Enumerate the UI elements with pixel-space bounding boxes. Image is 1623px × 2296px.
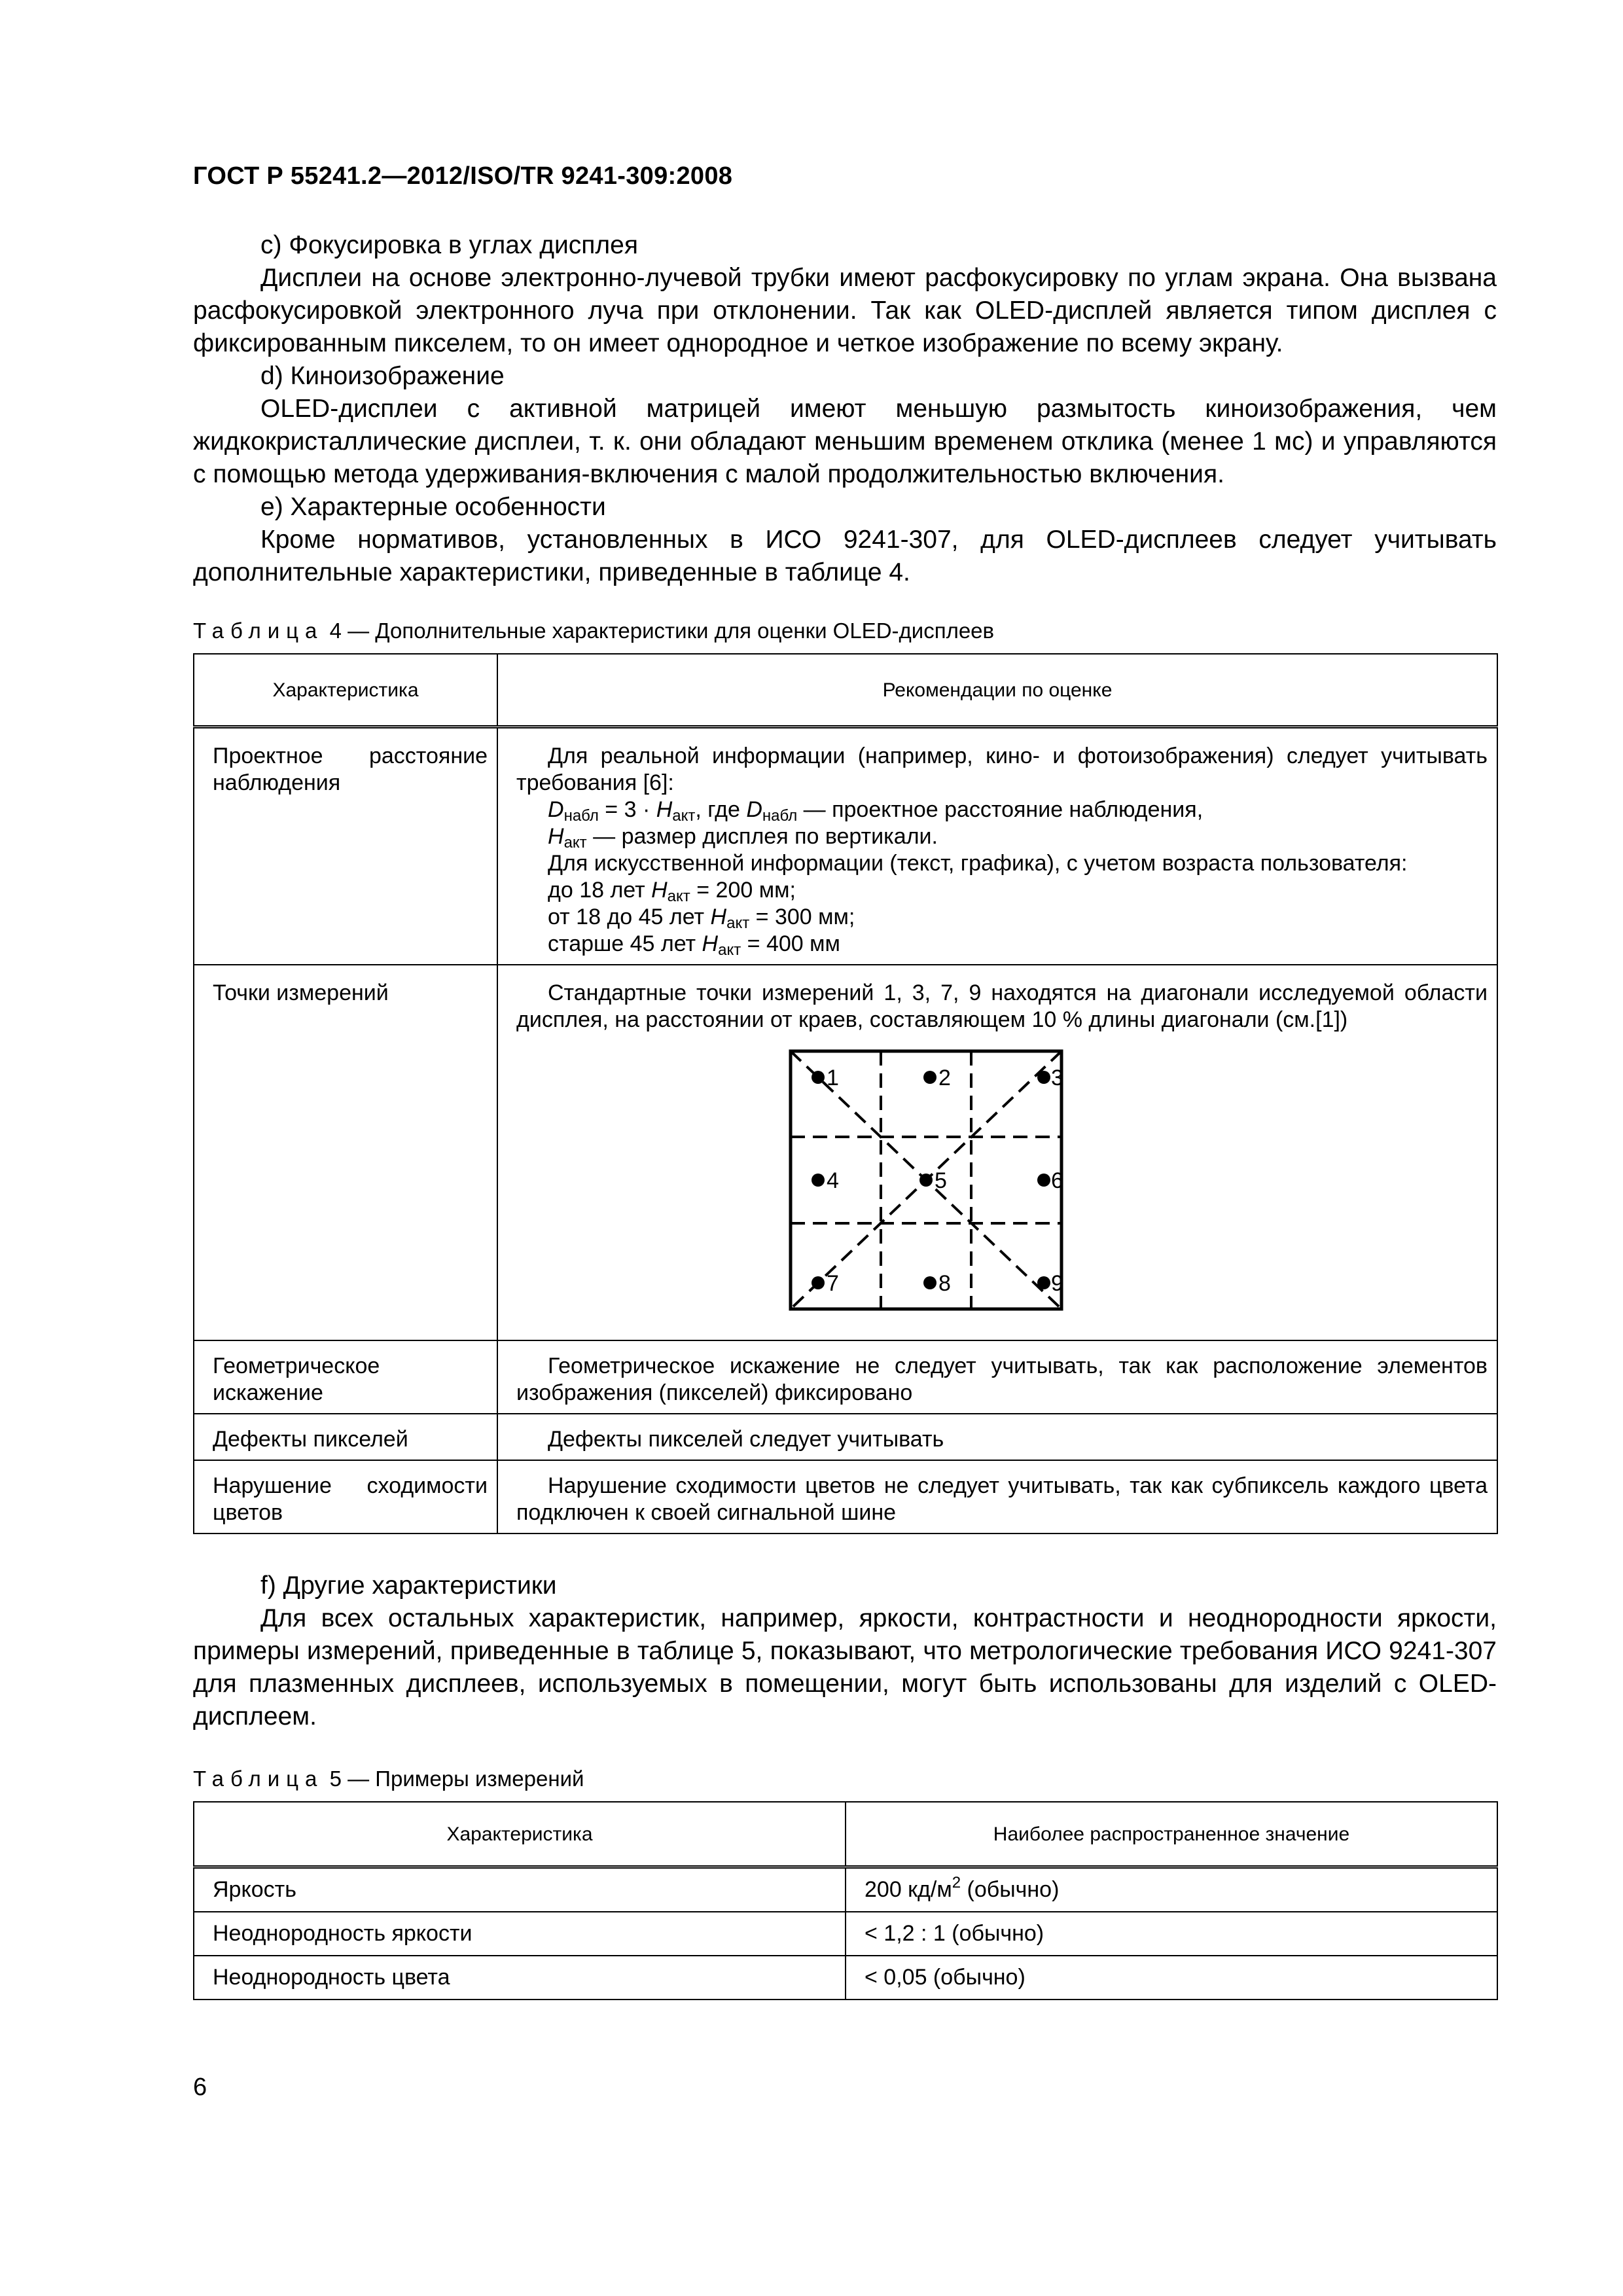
table5-row1-value: [846, 1867, 1497, 1912]
table5-caption-text: 5 — Примеры измерений: [329, 1767, 584, 1791]
table5-col-value: Наиболее распространенное значение: [846, 1802, 1497, 1867]
h-subscript-4: акт: [726, 914, 750, 932]
age2: от 18 до 45 лет: [548, 905, 711, 929]
table-4: [193, 653, 1498, 1534]
table4-row2-rec: [497, 965, 1497, 1340]
point-7-dot: [812, 1276, 825, 1289]
h-subscript-2: акт: [563, 834, 587, 852]
table-row: [194, 1414, 1497, 1460]
d-symbol-2: D: [746, 797, 762, 822]
table5-col-characteristic: Характеристика: [194, 1802, 846, 1867]
table4-row3-name: Геометрическое искажение: [194, 1340, 497, 1414]
brightness-value: 200 кд/м: [865, 1877, 952, 1902]
point-1-dot: [812, 1071, 825, 1084]
point-9-dot: [1037, 1276, 1050, 1289]
d-description: — проектное расстояние наблюдения,: [797, 797, 1204, 822]
age1: до 18 лет: [548, 878, 652, 903]
point-2-dot: [923, 1071, 936, 1084]
table-row: [194, 1460, 1497, 1534]
page-content: [193, 229, 1497, 2000]
table4-row3-rec: Геометрическое искажение не следует учитывать, так как расположение элементов изображения (пикселей) фиксировано: [497, 1340, 1497, 1414]
section-f-heading: f) Другие характеристики: [260, 1571, 557, 1600]
brightness-suffix: (обычно): [961, 1877, 1060, 1902]
point-6-label: 6: [1051, 1168, 1063, 1193]
table5-row2-name: Неоднородность яркости: [194, 1912, 846, 1956]
point-3-dot: [1037, 1071, 1050, 1084]
h-description: — размер дисплея по вертикали.: [586, 824, 938, 849]
h-symbol-3: H: [651, 878, 668, 903]
table-5: [193, 1801, 1498, 2000]
point-3-label: 3: [1051, 1066, 1063, 1090]
d-symbol: D: [548, 797, 564, 822]
d-subscript-2: набл: [762, 807, 798, 825]
table4-row5-name: Нарушение сходимости цветов: [194, 1460, 497, 1534]
table-row: [194, 965, 1497, 1340]
point-6-dot: [1037, 1174, 1050, 1187]
h-symbol-5: H: [702, 931, 719, 956]
table5-caption-label: Таблица: [193, 1767, 324, 1791]
table5-row1-name: Яркость: [194, 1867, 846, 1912]
point-5-label: 5: [935, 1168, 947, 1193]
table4-caption: [193, 618, 1497, 644]
point-5-dot: [919, 1174, 933, 1187]
section-e-text: Кроме нормативов, установленных в ИСО 9241-307, для OLED-дисплеев следует учитывать дополнительные характеристики, приведенные в таблице 4.: [193, 526, 1497, 586]
table5-caption: [193, 1766, 1497, 1792]
table-row: [194, 1340, 1497, 1414]
section-c-text: Дисплеи на основе электронно-лучевой трубки имеют расфокусировку по углам экрана. Она вызвана расфокусировкой электронного луча при отклонении. Так как OLED-дисплей является типом дисплея с фиксированным пикселем, то он имеет однородное и четкое изображение по всему экрану.: [193, 264, 1497, 357]
val2: = 300 мм;: [749, 905, 855, 929]
point-9-label: 9: [1051, 1271, 1063, 1296]
age-line-1: [516, 877, 1488, 904]
section-e-heading: e) Характерные особенности: [260, 493, 606, 521]
point-4-label: 4: [827, 1168, 839, 1193]
h-symbol-4: H: [710, 905, 727, 929]
point-4-dot: [812, 1174, 825, 1187]
table4-col-recommendation: Рекомендации по оценке: [497, 654, 1497, 727]
table4-caption-text: 4 — Дополнительные характеристики для оценки OLED-дисплеев: [329, 619, 995, 643]
table5-row2-value: < 1,2 : 1 (обычно): [846, 1912, 1497, 1956]
table4-row2-name: Точки измерений: [194, 965, 497, 1340]
h-line: [516, 823, 1488, 850]
point-8-dot: [923, 1276, 936, 1289]
table4-row5-rec: Нарушение сходимости цветов не следует учитывать, так как субпиксель каждого цвета подключен к своей сигнальной шине: [497, 1460, 1497, 1534]
val1: = 200 мм;: [690, 878, 796, 903]
point-7-label: 7: [827, 1271, 839, 1296]
formula-line: [516, 797, 1488, 823]
section-c-heading: c) Фокусировка в углах дисплея: [260, 231, 638, 259]
point-1-label: 1: [827, 1066, 839, 1090]
age-line-2: [516, 904, 1488, 931]
table4-row1-name: Проектное расстояние наблюдения: [194, 727, 497, 965]
table5-row3-name: Неоднородность цвета: [194, 1956, 846, 2000]
equals: = 3 ·: [598, 797, 656, 822]
d-subscript: набл: [563, 807, 599, 825]
h-symbol: H: [656, 797, 673, 822]
rec-intro: Для реальной информации (например, кино- и фотоизображения) следует учитывать требования [6]:: [516, 744, 1488, 795]
section-d-text: OLED-дисплеи с активной матрицей имеют меньшую размытость киноизображения, чем жидкокристаллические дисплеи, т. к. они обладают меньшим временем отклика (менее 1 мс) и управляются с помощью метода удерживания-включения с малой продолжительностью включения.: [193, 395, 1497, 488]
table4-caption-label: Таблица: [193, 619, 324, 643]
table4-row1-rec: [497, 727, 1497, 965]
age3: старше 45 лет: [548, 931, 702, 956]
document-header: ГОСТ Р 55241.2—2012/ISO/TR 9241-309:2008: [193, 162, 733, 190]
val3: = 400 мм: [741, 931, 840, 956]
table-row: [194, 1867, 1497, 1912]
table4-row4-name: Дефекты пикселей: [194, 1414, 497, 1460]
brightness-unit-sup: 2: [952, 1874, 961, 1892]
table5-header-row: [194, 1802, 1497, 1867]
table5-row3-value: < 0,05 (обычно): [846, 1956, 1497, 2000]
measurement-points-diagram: [789, 1049, 1063, 1311]
point-8-label: 8: [938, 1271, 951, 1296]
h-subscript: акт: [672, 807, 696, 825]
section-d-heading: d) Киноизображение: [260, 362, 505, 390]
table4-header-row: [194, 654, 1497, 727]
section-f-text: Для всех остальных характеристик, например, яркости, контрастности и неоднородности яркости, примеры измерений, приведенные в таблице 5, показывают, что метрологические требования ИСО 9241-307 для плазменных дисплеев, используемых в помещении, могут быть использованы для изделий с OLED-дисплеем.: [193, 1604, 1497, 1731]
point-2-label: 2: [938, 1066, 951, 1090]
table-row: [194, 727, 1497, 965]
table4-row4-rec: Дефекты пикселей следует учитывать: [497, 1414, 1497, 1460]
h-symbol-2: H: [548, 824, 564, 849]
measure-points-text: Стандартные точки измерений 1, 3, 7, 9 находятся на диагонали исследуемой области дисплея, на расстоянии от краев, составляющем 10 % длины диагонали (см.[1]): [516, 980, 1488, 1032]
age-line-3: [516, 931, 1488, 958]
h-subscript-3: акт: [667, 888, 690, 905]
page-number: 6: [193, 2073, 207, 2101]
artificial-line: Для искусственной информации (текст, графика), с учетом возраста пользователя:: [548, 851, 1408, 876]
table-row: [194, 1956, 1497, 2000]
h-subscript-5: акт: [718, 941, 741, 959]
where-text: , где: [695, 797, 747, 822]
table4-col-characteristic: Характеристика: [194, 654, 497, 727]
table-row: [194, 1912, 1497, 1956]
